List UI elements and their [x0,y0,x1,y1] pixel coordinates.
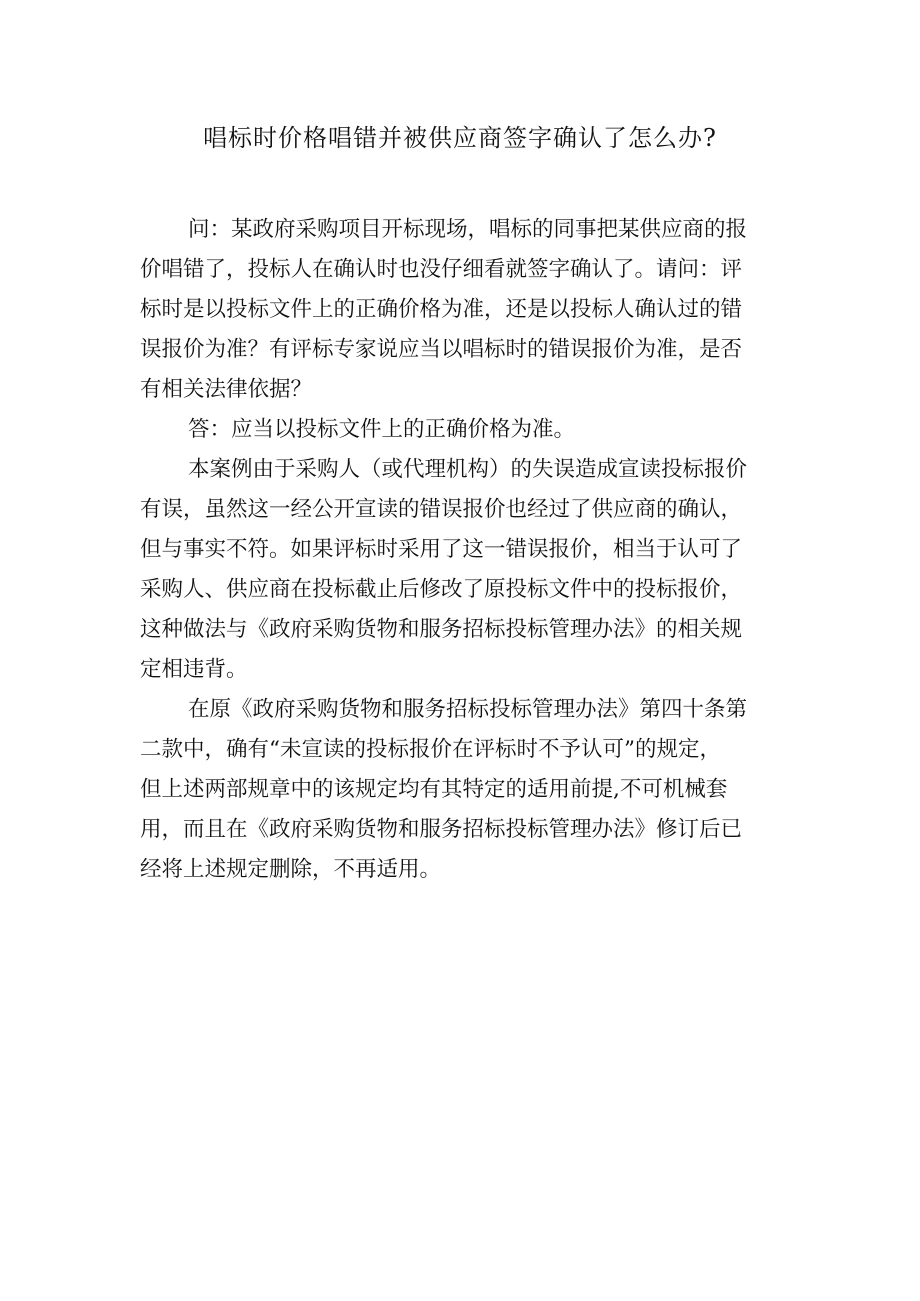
text-line: 标时是以投标文件上的正确价格为准，还是以投标人确认过的错 [140,297,743,322]
paragraph-answer [140,410,792,450]
text-line: 误报价为准？有评标专家说应当以唱标时的错误报价为准，是否 [140,337,743,362]
text-line: 定相违背。 [140,657,248,682]
text-line: 有相关法律依据？ [140,377,313,402]
text-line: 这种做法与《政府采购货物和服务招标投标管理办法》的相关规 [140,617,743,642]
text-line: 但上述两部规章中的该规定均有其特定的适用前提,不可机械套 [140,777,728,802]
paragraph-regulation [140,690,792,890]
text-line: 经将上述规定删除，不再适用。 [140,857,442,882]
text-line: 采购人、供应商在投标截止后修改了原投标文件中的投标报价， [140,577,743,602]
text-line: 有误，虽然这一经公开宣读的错误报价也经过了供应商的确认， [140,497,743,522]
document-body [140,210,792,890]
text-line: 问：某政府采购项目开标现场，唱标的同事把某供应商的报 [188,217,748,242]
paragraph-case-analysis [140,450,792,690]
paragraph-question [140,210,792,410]
text-line: 价唱错了，投标人在确认时也没仔细看就签字确认了。请问：评 [140,257,743,282]
document-title: 唱标时价格唱错并被供应商签字确认了怎么办? [203,124,717,152]
text-line: 本案例由于采购人（或代理机构）的失误造成宣读投标报价 [188,457,748,482]
text-line: 二款中，确有“未宣读的投标报价在评标时不予认可”的规定， [140,737,721,762]
text-line: 但与事实不符。如果评标时采用了这一错误报价，相当于认可了 [140,537,743,562]
text-line: 在原《政府采购货物和服务招标投标管理办法》第四十条第 [188,697,748,722]
text-line: 用，而且在《政府采购货物和服务招标投标管理办法》修订后已 [140,817,743,842]
text-line: 答：应当以投标文件上的正确价格为准。 [188,417,576,442]
